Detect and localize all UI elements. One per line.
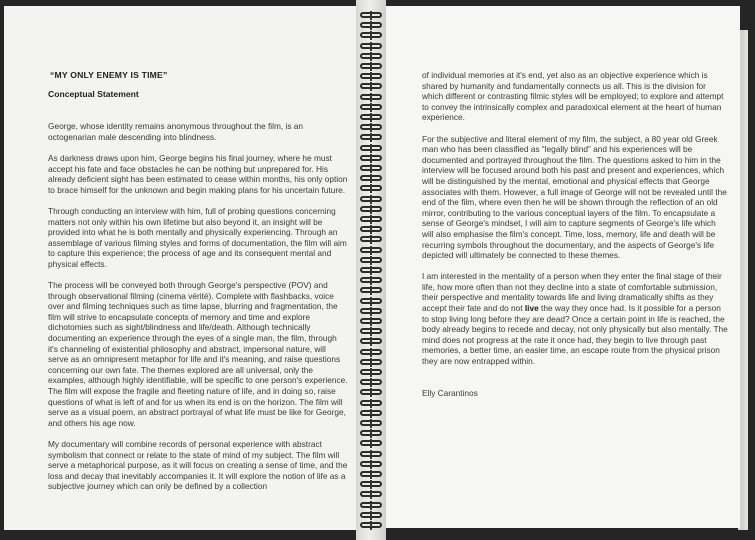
binding-ring (360, 43, 382, 49)
binding-ring (360, 440, 382, 446)
binding-ring (360, 114, 382, 120)
paragraph: For the subjective and literal element of my film, the subject, a 80 year old Greek man who has been classified as “legally blind” and his experiences will be documented and portrayed throughout the film. The questions asked to him in the interview will be focused around both his past and present and experiences, which will be distinguished by the mental, emotional and physical effects that George associates with them. However, a full image of George will not be revealed until the end of the film, where even then he will be shown through the reflection of an old mirror, contributing to the various conceptual layers of the film. To encapsulate a sense of George's mindset, I will aim to capture segments of George's life which will also emphasise the film's concept. Time, loss, memory, life and death will be recurring symbols throughout the documentary, and the aspects of George's life depicted will ultimately be connected to these themes. (422, 133, 727, 261)
binding-ring (360, 165, 382, 171)
binding-ring (360, 451, 382, 457)
binding-ring (360, 73, 382, 79)
binding-ring (360, 63, 382, 69)
paragraph: As darkness draws upon him, George begins his final journey, where he must accept his fate and face obstacles he can be nothing but unprepared for. His already deficient sight has been estimated to cease within months, his only option to brace himself for the unknown and begin making plans for his uncertain future. (48, 152, 348, 195)
binding-ring (360, 338, 382, 344)
binding-ring (360, 216, 382, 222)
paragraph-text: the way they once had. Is it possible for a person to stop living long before they are dead? Once a certain point in life is reached, the body already begins to recede and decay, not only physically but also mentally. The mind does not progress at the rate it once had, they begin to live through past memories, a better time, an easier time, an escape route from the physical prison they are now entrapped within. (422, 303, 728, 367)
right-page-text (422, 70, 728, 398)
binding-ring (360, 247, 382, 253)
binding-ring (360, 185, 382, 191)
binding-ring (360, 491, 382, 497)
binding-ring (360, 349, 382, 355)
binding-ring (360, 83, 382, 89)
binding-ring (360, 308, 382, 314)
binding-ring (360, 175, 382, 181)
paragraph: The process will be conveyed both through George's perspective (POV) and through observational filming (cinema vérité). Complete with flashbacks, voice over and filming techniques such as time lapse, blurring and fragmentation, the film will strive to encapsulate concepts of memory and time and explore dichotomies such as sight/blindness and life/death. Although technically documenting an experience through the eyes of a single man, the film, through it's channeling of existential philosophy and abstract, impersonal nature, will serve as an omnipresent metaphor for life and it's meaning, and raise questions concerning our own fate. The themes explored are all universal, only the examples, although highly identifiable, will be specific to one person's experience. The film will expose the fragile and fleeting nature of life, and in doing so, raise questions of what is left of and for us when its end is on the horizon. The film will serve as a visual poem, an abstract portrayal of what life must be like for George, and others his age now. (48, 280, 348, 428)
paragraph (422, 271, 728, 366)
binding-ring (360, 298, 382, 304)
emphasis-live: live (524, 303, 539, 314)
binding-ring (360, 94, 382, 100)
binding-ring (360, 481, 382, 487)
paragraph-text: I am interested in the mentality of a person when they enter the final stage of their life, how more often than not they decline into a state of comfortable submission, their perspective and mentality towards life and living dramatically shifts as they accept their fate and do not (422, 271, 722, 314)
binding-ring (360, 145, 382, 151)
document-title: “MY ONLY ENEMY IS TIME” (50, 70, 168, 80)
binding-ring (360, 12, 382, 18)
binding-ring (360, 53, 382, 59)
binding-ring (360, 369, 382, 375)
binding-ring (360, 206, 382, 212)
section-heading: Conceptual Statement (48, 88, 139, 99)
binding-ring (360, 359, 382, 365)
binding-ring (360, 134, 382, 140)
binding-ring (360, 522, 382, 528)
binding-ring (360, 420, 382, 426)
binding-ring (360, 461, 382, 467)
binding-ring (360, 471, 382, 477)
binding-ring (360, 410, 382, 416)
binding-ring (360, 196, 382, 202)
binding-ring (360, 502, 382, 508)
binding-ring (360, 389, 382, 395)
binding-ring (360, 328, 382, 334)
binding-ring (360, 236, 382, 242)
paragraph: George, whose identity remains anonymous throughout the film, is an octogenarian male descending into blindness. (48, 121, 304, 142)
binding-ring (360, 32, 382, 38)
binding-ring (360, 104, 382, 110)
binding-ring (360, 430, 382, 436)
binding-ring (360, 318, 382, 324)
paragraph: Through conducting an interview with him, full of probing questions concerning matters not only within his own lifetime but also beyond it, an insight will be provided into what he is both mentally and physically experiencing. Through an assemblage of various filming styles and forms of documentation, the film will aim to capture this experience; the process of age and its consequent mental and physical effects. (48, 205, 347, 269)
binding-ring (360, 124, 382, 130)
binding-ring (360, 22, 382, 28)
paragraph: of individual memories at it's end, yet also as an objective experience which is shared by humanity and fundamentally connects us all. This is the division for which different or contrasting filmic styles will be employed; to explore and attempt to convey the intrinsically complex and paradoxical element at the heart of human experience. (422, 70, 724, 123)
binding-ring (360, 400, 382, 406)
binding-ring (360, 287, 382, 293)
left-page-text (48, 70, 348, 492)
binding-ring (360, 267, 382, 273)
paragraph: My documentary will combine records of personal experience with abstract symbolism that connect or relate to the state of mind of my subject. The film will serve a metaphorical purpose, as it will focus on creating a sense of time, and the loss and decay that inevitably accompanies it. It will explore the notion of life as a subjective journey which can only be defined by a collection (48, 439, 348, 492)
binding-ring (360, 277, 382, 283)
binding-ring (360, 512, 382, 518)
binding-ring (360, 257, 382, 263)
binding-ring (360, 379, 382, 385)
author-signature: Elly Carantinos (422, 387, 478, 398)
binding-ring (360, 226, 382, 232)
binding-ring (360, 155, 382, 161)
